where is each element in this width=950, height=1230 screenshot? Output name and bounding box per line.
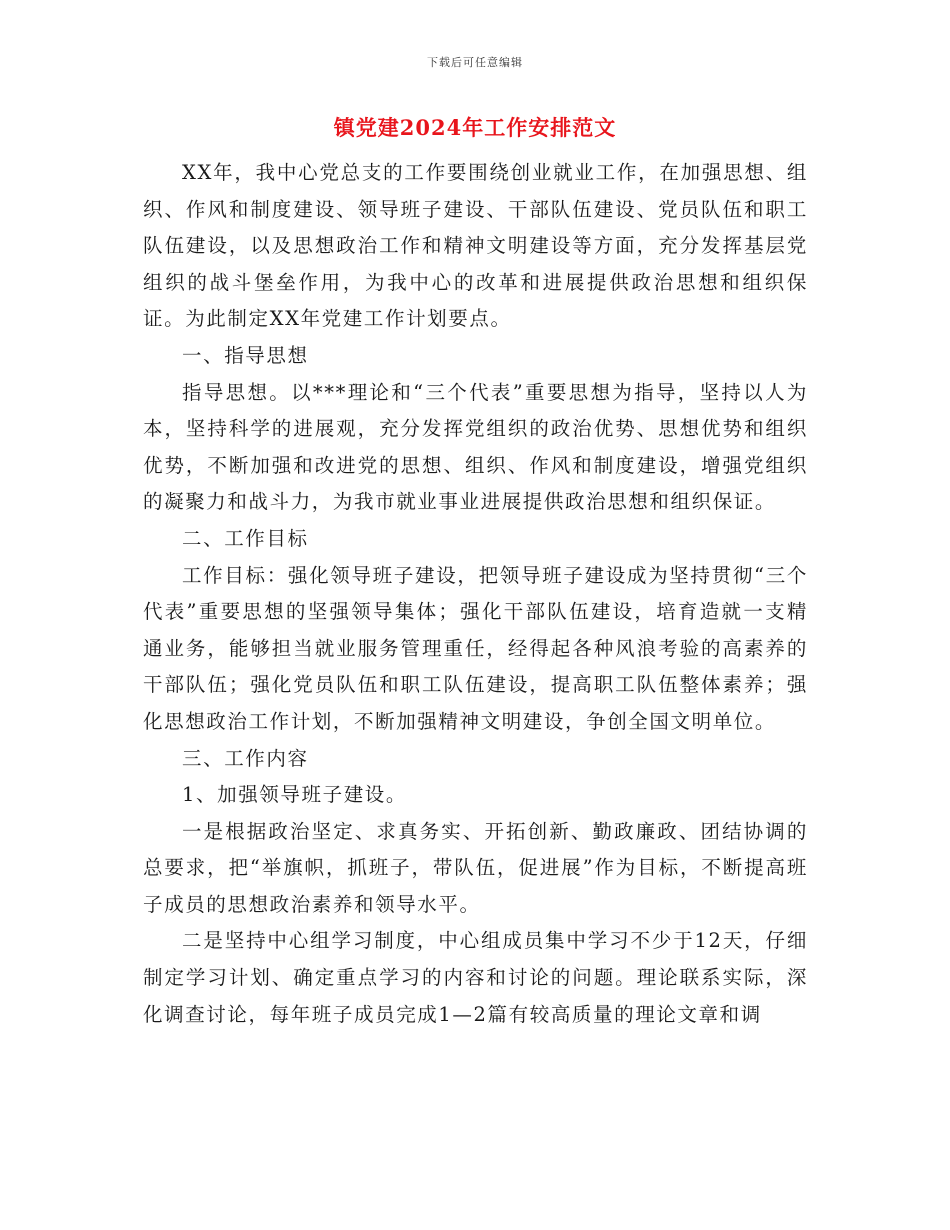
paragraph-point-two: 二是坚持中心组学习制度，中心组成员集中学习不少于12天，仔细制定学习计划、确定重点学习的内容和讨论的问题。理论联系实际，深化调查讨论，每年班子成员完成1—2篇有较高质量的理论文章和调 xyxy=(143,929,808,1026)
paragraph-guiding-thought: 指导思想。以***理论和“三个代表”重要思想为指导，坚持以人为本，坚持科学的进展观，充分发挥党组织的政治优势、思想优势和组织优势，不断加强和改进党的思想、组织、作风和制度建设，增强党组织的凝聚力和战斗力，为我市就业事业进展提供政治思想和组织保证。 xyxy=(143,380,808,514)
paragraph-point-one: 一是根据政治坚定、求真务实、开拓创新、勤政廉政、团结协调的总要求，把“举旗帜，抓班子，带队伍，促进展”作为目标，不断提高班子成员的思想政治素养和领导水平。 xyxy=(143,819,808,916)
section-heading-guiding-thought: 一、指导思想 xyxy=(182,343,309,367)
paragraph-intro: XX年，我中心党总支的工作要围绕创业就业工作，在加强思想、组织、作风和制度建设、领导班子建设、干部队伍建设、党员队伍和职工队伍建设，以及思想政治工作和精神文明建设等方面，充分发挥基层党组织的战斗堡垒作用，为我中心的改革和进展提供政治思想和组织保证。为此制定XX年党建工作计划要点。 xyxy=(143,161,808,331)
section-heading-work-content: 三、工作内容 xyxy=(182,746,309,770)
document-title: 镇党建2024年工作安排范文 xyxy=(333,115,617,140)
section-heading-work-goals: 二、工作目标 xyxy=(182,526,309,550)
document-body xyxy=(143,155,808,1033)
paragraph-work-goals: 工作目标：强化领导班子建设，把领导班子建设成为坚持贯彻“三个代表”重要思想的坚强领导集体；强化干部队伍建设，培育造就一支精通业务，能够担当就业服务管理重任，经得起各种风浪考验的高素养的干部队伍；强化党员队伍和职工队伍建设，提高职工队伍整体素养；强化思想政治工作计划，不断加强精神文明建设，争创全国文明单位。 xyxy=(143,563,808,733)
header-note: 下载后可任意编辑 xyxy=(427,56,523,69)
subheading-leadership: 1、加强领导班子建设。 xyxy=(182,783,408,807)
